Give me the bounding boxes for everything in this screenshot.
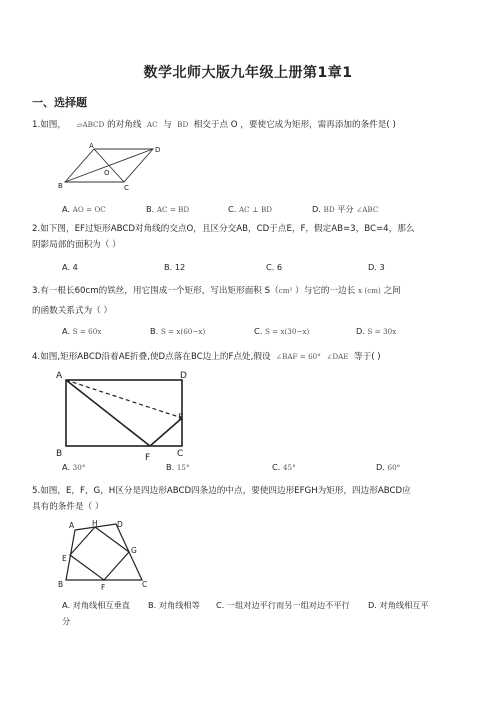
question-5-line-2: 具有的条件是（ ） [32,502,104,512]
q1-option-d[interactable]: D. BD 平分 ∠ABC [312,204,379,214]
question-1-figure [58,140,170,192]
vertex-label-a: A [89,142,94,150]
question-4-stem: 4.如图,矩形ABCD沿着AE折叠,使D点落在BC边上的F点处,假设 ∠BAF = 60° ∠DAE 等于( ) [32,352,381,362]
q1-option-c[interactable]: C. AC ⊥ BD [228,204,273,214]
vertex-label-e: E [178,413,184,423]
section-heading: 一、选择题 [32,96,87,109]
vertex-label-d: D [117,520,123,529]
vertex-label-c: C [142,580,148,589]
q5-option-d[interactable]: D. 对角线相互平 [368,600,429,610]
question-5-figure [58,518,158,590]
question-4-figure [56,368,202,462]
q3-option-d[interactable]: D. S = 30x [356,326,397,336]
q5-option-c[interactable]: C. 一组对边平行而另一组对边不平行 [216,600,350,610]
q2-option-d[interactable]: D. 3 [368,262,385,272]
vertex-label-a: A [69,521,75,530]
midpoint-label-e: E [62,554,67,563]
question-5-line-1: 5.如图，E，F，G，H区分是四边形ABCD四条边的中点，要使四边形EFGH为矩形，四边形ABCD应 [32,486,411,496]
q5-option-b[interactable]: B. 对角线相等 [148,600,200,610]
center-label-o: O [104,169,110,177]
q2-option-c[interactable]: C. 6 [266,262,283,272]
question-2-line-1: 2.如下图，EF过矩形ABCD对角线的交点O，且区分交AB，CD于点E，F，假定AB=3，BC=4，那么 [32,224,415,234]
q2-option-a[interactable]: A. 4 [62,262,78,272]
page-title: 数学北师大版九年级上册第1章1 [143,65,353,81]
question-3-line-2: 的函数关系式为（ ） [32,306,113,316]
vertex-label-a: A [56,371,63,381]
q5-option-d-wrap: 分 [62,616,71,626]
q3-option-a[interactable]: A. S = 60x [62,326,102,336]
q5-option-a[interactable]: A. 对角线相互垂直 [62,600,130,610]
question-3-line-1: 3.有一根长60cm的铁丝，用它围成一个矩形，写出矩形面积 S（cm² ）与它的一边长 x (cm) 之间 [32,286,401,296]
vertex-label-c: C [177,449,184,459]
q1-option-a[interactable]: A. AO = OC [62,204,106,214]
vertex-label-b: B [56,449,63,459]
midpoint-label-f: F [101,583,106,590]
vertex-label-b: B [58,182,63,190]
q4-option-d[interactable]: D. 60° [376,462,401,472]
q3-option-c[interactable]: C. S = x(30−x) [254,326,310,336]
question-1-stem: 1.如图， ▱ABCD 的对角线 AC 与 BD 相交于点 O ，要使它成为矩形，需再添加的条件是( ) [32,120,396,130]
midpoint-label-g: G [131,546,137,555]
vertex-label-d: D [155,146,161,154]
q4-option-b[interactable]: B. 15° [166,462,190,472]
q1-option-b[interactable]: B. AC = BD [146,204,190,214]
q4-option-c[interactable]: C. 45° [272,462,296,472]
vertex-label-b: B [58,580,64,589]
vertex-label-c: C [124,184,129,192]
q2-option-b[interactable]: B. 12 [164,262,186,272]
vertex-label-d: D [180,371,187,381]
q4-option-a[interactable]: A. 30° [62,462,86,472]
q3-option-b[interactable]: B. S = x(60−x) [150,326,206,336]
midpoint-label-h: H [92,519,98,528]
question-2-line-2: 阴影局部的面积为（ ） [32,240,121,250]
vertex-label-f: F [145,453,151,462]
